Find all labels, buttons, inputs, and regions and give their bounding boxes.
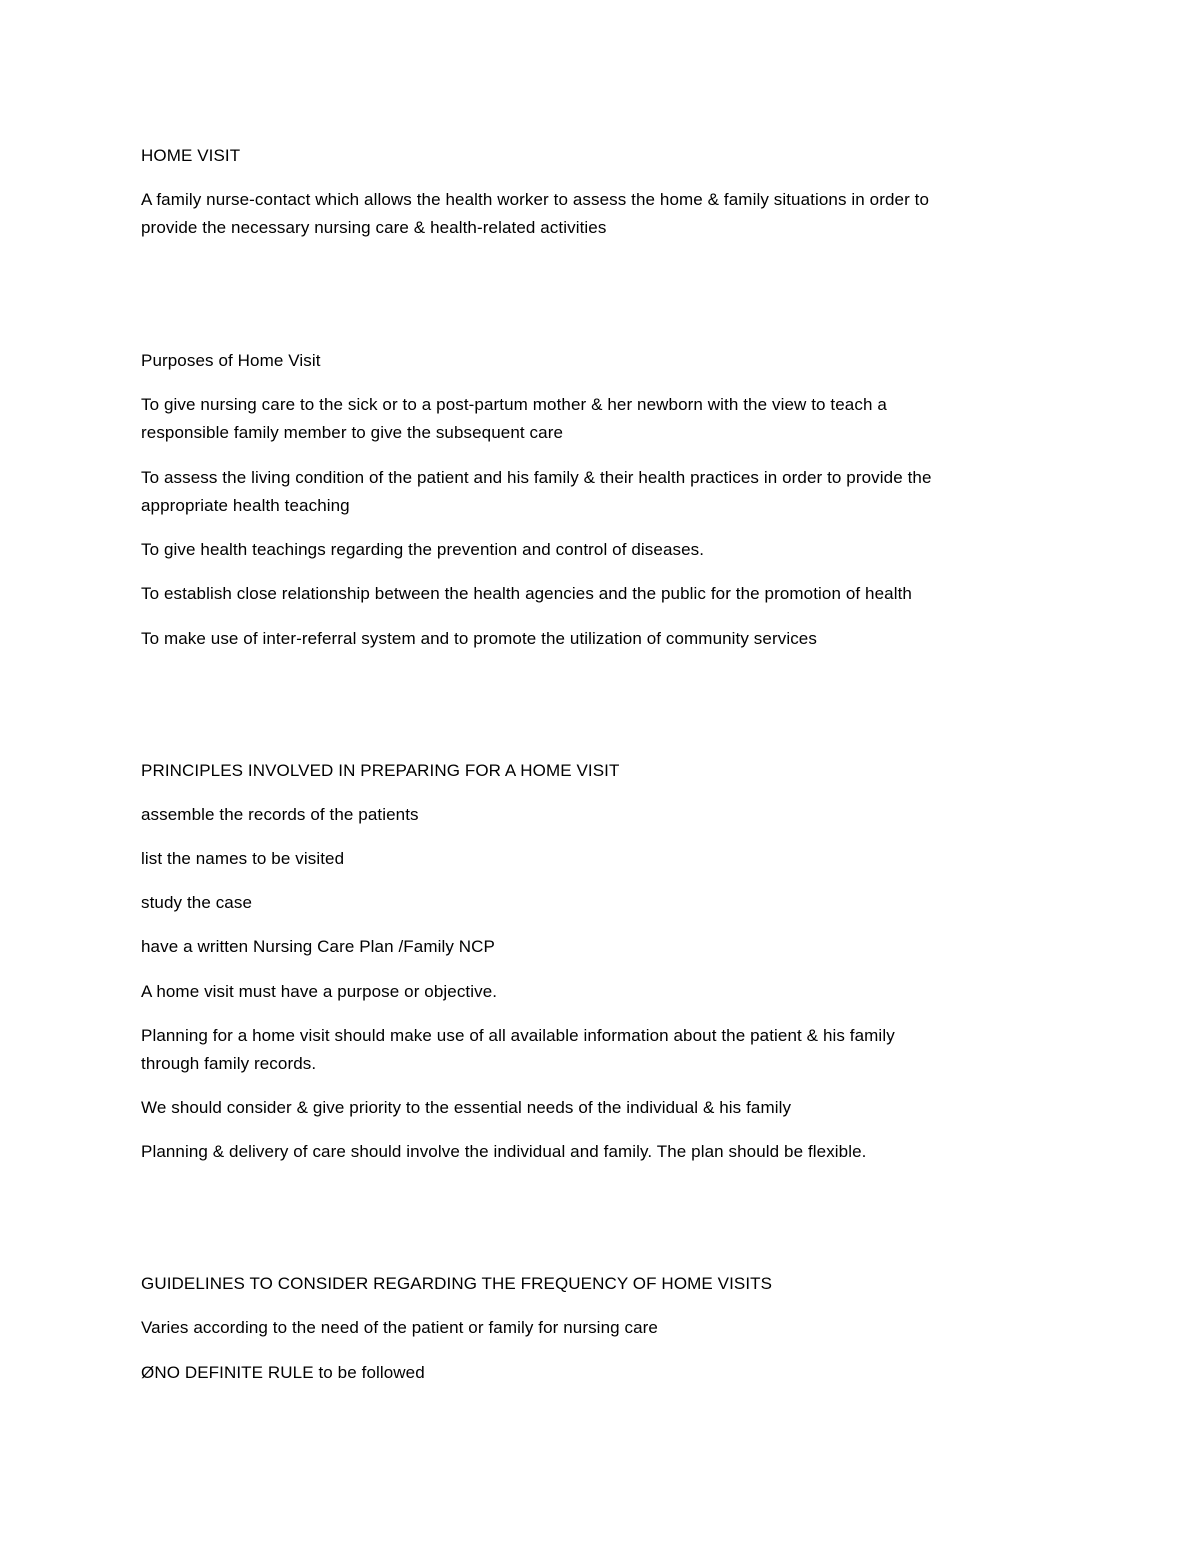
purpose-5: To make use of inter-referral system and to promote the utilization of community services	[141, 629, 817, 648]
purpose-2-line-1: To assess the living condition of the patient and his family & their health practices in order to provide the	[141, 468, 932, 487]
principle-5: A home visit must have a purpose or objective.	[141, 982, 498, 1001]
heading-purposes: Purposes of Home Visit	[141, 351, 321, 370]
heading-home-visit: HOME VISIT	[141, 146, 241, 165]
heading-principles: PRINCIPLES INVOLVED IN PREPARING FOR A HOME VISIT	[141, 761, 620, 780]
definition-line-2: provide the necessary nursing care & health-related activities	[141, 218, 607, 237]
purpose-1-line-1: To give nursing care to the sick or to a post-partum mother & her newborn with the view to teach a	[141, 395, 887, 414]
purpose-2-line-2: appropriate health teaching	[141, 496, 350, 515]
guideline-2: ØNO DEFINITE RULE to be followed	[141, 1363, 425, 1382]
principle-3: study the case	[141, 893, 253, 912]
purpose-3: To give health teachings regarding the prevention and control of diseases.	[141, 540, 705, 559]
principle-6-line-2: through family records.	[141, 1054, 317, 1073]
principle-8: Planning & delivery of care should involve the individual and family. The plan should be flexible.	[141, 1142, 867, 1161]
purpose-1-line-2: responsible family member to give the subsequent care	[141, 423, 564, 442]
heading-guidelines: GUIDELINES TO CONSIDER REGARDING THE FREQUENCY OF HOME VISITS	[141, 1274, 773, 1293]
definition-line-1: A family nurse-contact which allows the health worker to assess the home & family situations in order to	[141, 190, 930, 209]
purpose-4: To establish close relationship between the health agencies and the public for the promotion of health	[141, 584, 912, 603]
principle-1: assemble the records of the patients	[141, 805, 419, 824]
principle-2: list the names to be visited	[141, 849, 345, 868]
principle-6-line-1: Planning for a home visit should make use of all available information about the patient & his family	[141, 1026, 895, 1045]
guideline-1: Varies according to the need of the patient or family for nursing care	[141, 1318, 658, 1337]
principle-7: We should consider & give priority to the essential needs of the individual & his family	[141, 1098, 792, 1117]
principle-4: have a written Nursing Care Plan /Family NCP	[141, 937, 495, 956]
